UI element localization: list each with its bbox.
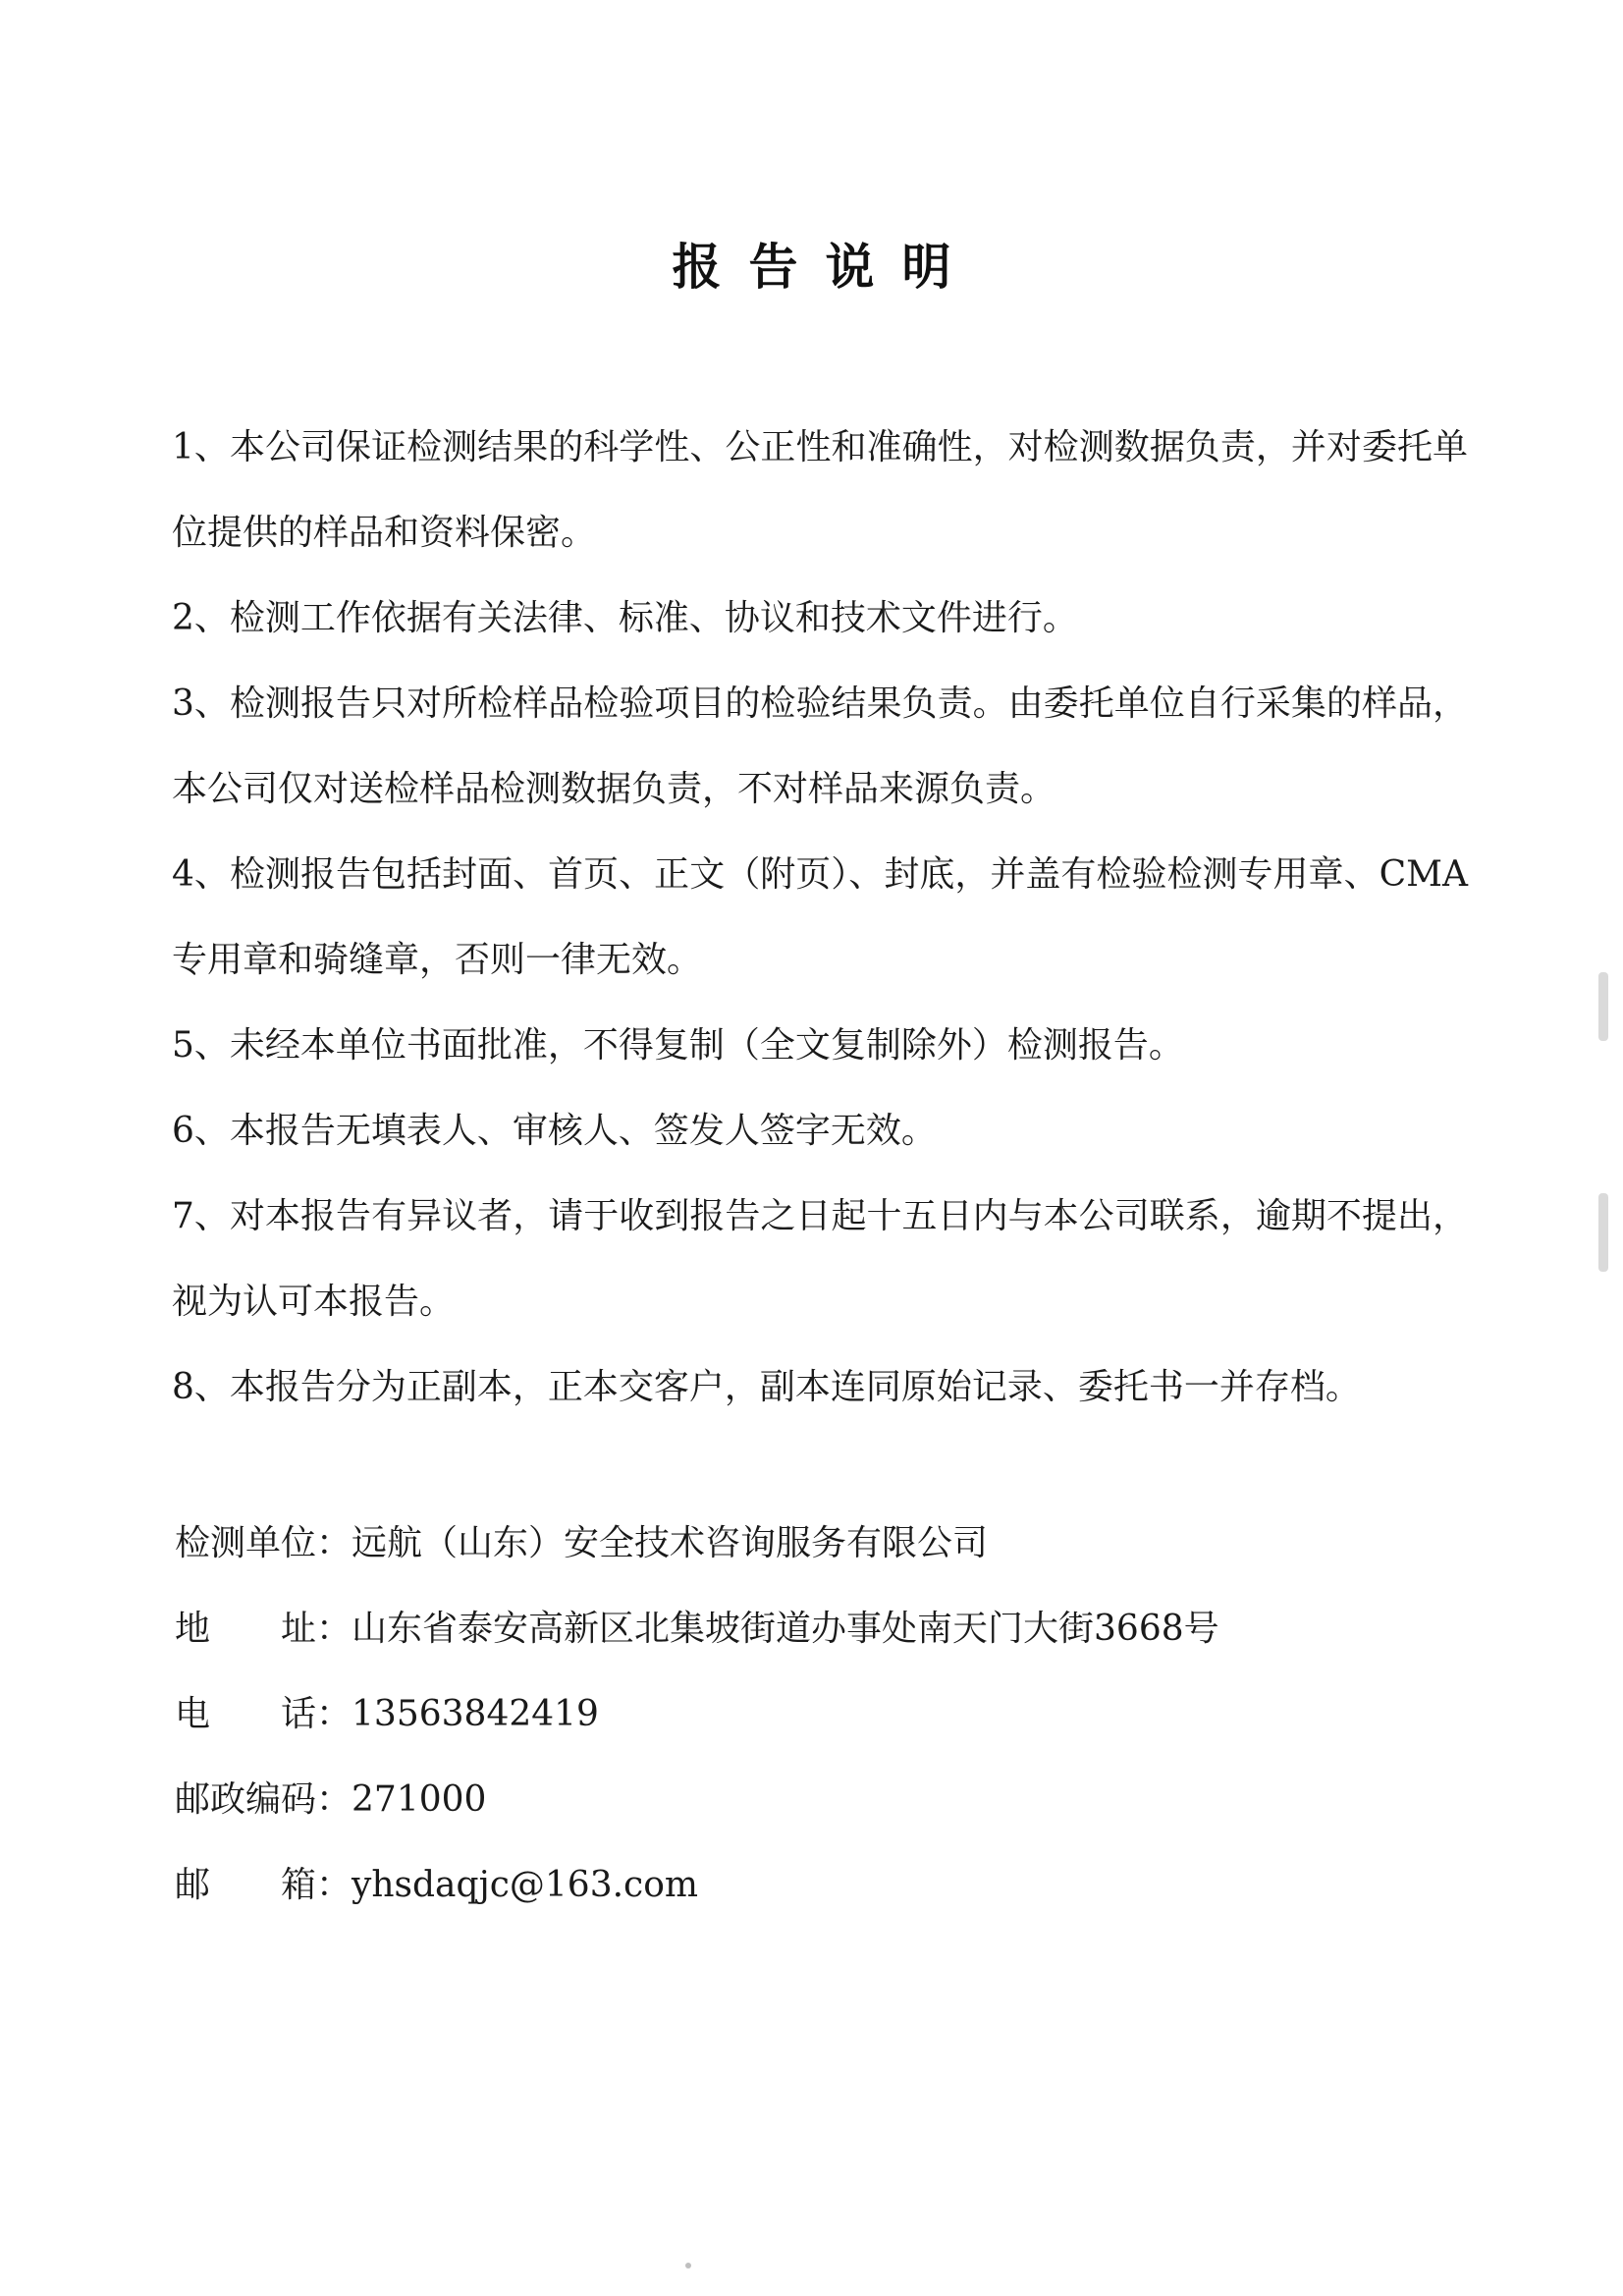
contact-email-row (175, 1842, 1451, 1928)
clause-2: 2、检测工作依据有关法律、标准、协议和技术文件进行。 (172, 598, 1078, 638)
contact-email-label: 邮 箱： (175, 1865, 352, 1905)
contact-address-label: 地 址： (175, 1609, 352, 1649)
contact-address-row (175, 1586, 1451, 1671)
clause-6: 6、本报告无填表人、审核人、签发人签字无效。 (172, 1111, 937, 1151)
contact-phone-label: 电 话： (175, 1694, 352, 1734)
clause-8: 8、本报告分为正副本，正本交客户，副本连同原始记录、委托书一并存档。 (172, 1367, 1361, 1407)
clause-5: 5、未经本单位书面批准，不得复制（全文复制除外）检测报告。 (172, 1025, 1184, 1066)
clause-list (172, 405, 1468, 1430)
page-title: 报告说明 (672, 239, 979, 296)
contact-email-value: yhsdaqjc@163.com (352, 1865, 699, 1905)
contact-phone-row (175, 1671, 1451, 1757)
clause-7: 7、对本报告有异议者，请于收到报告之日起十五日内与本公司联系，逾期不提出，视为认可本报告。 (172, 1196, 1468, 1322)
contact-unit-label: 检测单位： (175, 1523, 352, 1563)
contact-phone-value: 13563842419 (352, 1694, 599, 1734)
contact-postcode-row (175, 1757, 1451, 1842)
contact-address-value: 山东省泰安高新区北集坡街道办事处南天门大街3668号 (352, 1609, 1219, 1649)
contact-block (175, 1501, 1451, 1928)
contact-postcode-label: 邮政编码： (175, 1779, 352, 1820)
clause-3: 3、检测报告只对所检样品检验项目的检验结果负责。由委托单位自行采集的样品，本公司仅对送检样品检测数据负责，不对样品来源负责。 (172, 683, 1468, 809)
clause-4: 4、检测报告包括封面、首页、正文（附页）、封底，并盖有检验检测专用章、CMA专用章和骑缝章，否则一律无效。 (172, 854, 1468, 980)
scan-edge-mark (1598, 1193, 1608, 1272)
clause-1: 1、本公司保证检测结果的科学性、公正性和准确性，对检测数据负责，并对委托单位提供的样品和资料保密。 (172, 427, 1468, 553)
contact-unit-row (175, 1501, 1451, 1586)
scan-edge-mark (1598, 972, 1608, 1041)
contact-postcode-value: 271000 (352, 1779, 487, 1820)
contact-unit-value: 远航（山东）安全技术咨询服务有限公司 (352, 1523, 989, 1563)
scan-speck (685, 2263, 691, 2269)
